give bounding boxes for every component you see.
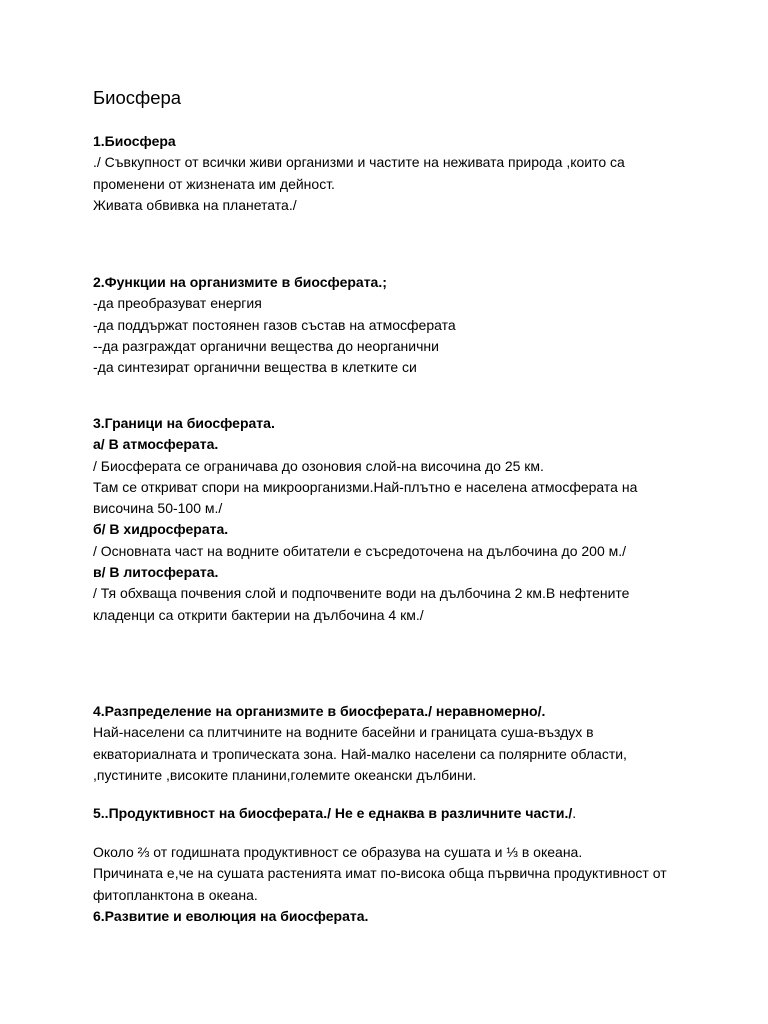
subsection-heading-lithosphere: в/ В литосферата. [93, 564, 219, 581]
paragraph-line: височина 50-100 м./ [93, 500, 223, 517]
paragraph-line: / Биосферата се ограничава до озоновия слой-на височина до 25 км. [93, 457, 544, 474]
section-heading: 1.Биосфера [93, 133, 176, 149]
paragraph-line: Най-населени са плитчините на водните басейни и границата суша-въздух в [93, 724, 594, 741]
heading-tail: . [572, 805, 577, 821]
paragraph-line: Причината е,че на сушата растенията имат по-висока обща първична продуктивност от [93, 865, 667, 882]
section-evolution [93, 842, 743, 927]
subsection-heading-atmosphere: а/ В атмосферата. [93, 436, 219, 453]
section-productivity [93, 803, 743, 824]
paragraph-line: фитопланктона в океана. [93, 886, 258, 903]
section-distribution [93, 701, 743, 786]
section-heading: 4.Разпределение на организмите в биосферата./ неравномерно/. [93, 703, 546, 719]
list-item: -да преобразуват енергия [93, 295, 262, 312]
paragraph-line: кладенци са открити бактерии на дълбочина 4 км./ [93, 606, 424, 623]
paragraph-line: променени от жизнената им дейност. [93, 175, 335, 192]
paragraph-line: ./ Съвкупност от всички живи организми и частите на неживата природа ,които са [93, 154, 625, 171]
list-item: --да разграждат органични вещества до неорганични [93, 337, 439, 354]
section-heading: 5..Продуктивност на биосферата./ Не е еднаква в различните части./ [93, 805, 573, 821]
paragraph-line: екваториалната и тропическата зона. Най-малко населени са полярните области, [93, 745, 627, 762]
paragraph-line: Около ⅔ от годишната продуктивност се образува на сушата и ⅓ в океана. [93, 844, 583, 860]
section-heading: 2.Функции на организмите в биосферата.; [93, 274, 387, 290]
section-heading: 3.Граници на биосферата. [93, 415, 275, 431]
list-item: -да синтезират органични вещества в клетките си [93, 359, 417, 376]
document-title: Биосфера [93, 87, 182, 108]
list-item: -да поддържат постоянен газов състав на атмосферата [93, 316, 456, 333]
paragraph-line: ,пустините ,високите планини,големите океански дълбини. [93, 766, 477, 783]
section-heading: 6.Развитие и еволюция на биосферата. [93, 907, 369, 924]
subsection-heading-hydrosphere: б/ В хидросферата. [93, 521, 229, 538]
paragraph-line: Живата обвивка на планетата./ [93, 196, 297, 213]
section-boundaries [93, 413, 743, 626]
section-heading-line [93, 803, 743, 824]
paragraph-line: Там се откриват спори на микроорганизми.Най-плътно е населена атмосферата на [93, 478, 638, 495]
section-biosphere [93, 131, 743, 216]
paragraph-line: / Тя обхваща почвения слой и подпочвените води на дълбочина 2 км.В нефтените [93, 585, 630, 602]
section-functions [93, 272, 743, 378]
paragraph-line: / Основната част на водните обитатели е съсредоточена на дълбочина до 200 м./ [93, 542, 627, 559]
